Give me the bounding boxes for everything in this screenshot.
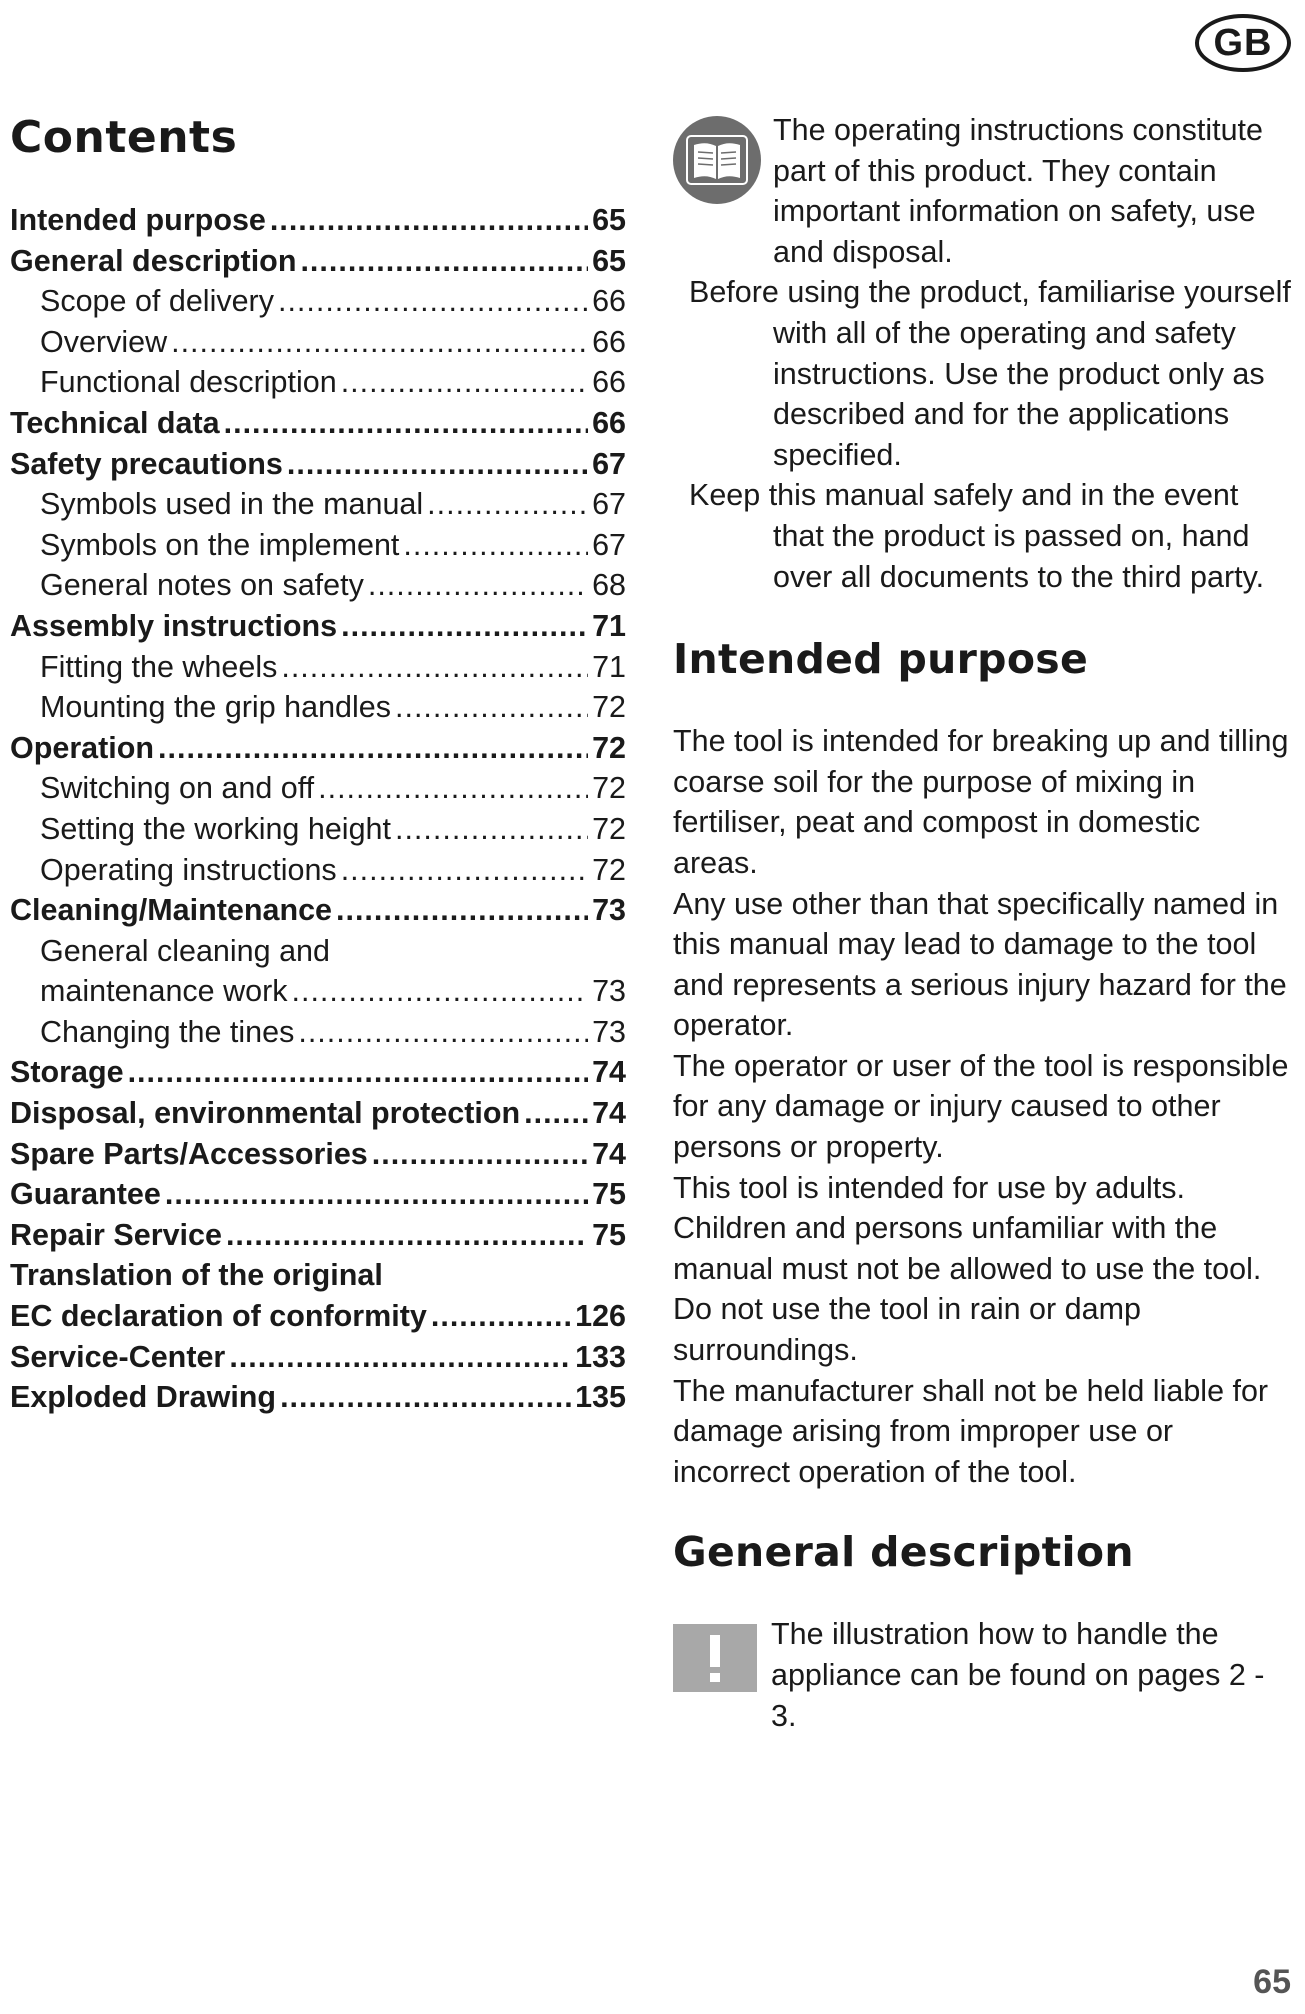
toc-entry-page: 73 <box>592 1014 626 1049</box>
toc-entry <box>10 893 626 934</box>
book-icon <box>673 116 761 204</box>
toc-leader-dots <box>278 284 588 319</box>
toc-entry-label: Intended purpose <box>10 203 266 237</box>
toc-entry-label: EC declaration of conformity <box>10 1299 427 1334</box>
toc-entry-page: 71 <box>592 649 626 684</box>
toc-entry-page: 133 <box>575 1339 626 1374</box>
toc-leader-dots <box>287 447 588 482</box>
right-column <box>673 113 1293 1736</box>
toc-entry <box>10 650 626 691</box>
toc-leader-dots <box>270 203 588 238</box>
intended-purpose-paragraph: The operator or user of the tool is responsible for any damage or injury caused to other persons or property. <box>673 1048 1289 1165</box>
toc-entry-page: 75 <box>592 1217 626 1252</box>
intended-purpose-paragraph: This tool is intended for use by adults. Children and persons unfamiliar with the manual must not be allowed to use the tool. Do not use the tool in rain or damp surroundings. <box>673 1170 1262 1368</box>
language-badge: GB <box>1195 14 1291 72</box>
toc-entry-label: General description <box>10 243 297 278</box>
toc-entry <box>10 1299 626 1340</box>
toc-entry-page: 74 <box>592 1096 626 1131</box>
toc-entry-label: Translation of the original <box>10 1258 383 1293</box>
toc-entry-page: 72 <box>592 730 626 765</box>
toc-entry-label: Symbols used in the manual <box>40 487 424 522</box>
toc-entry-page: 72 <box>592 690 626 725</box>
toc-entry <box>10 1177 626 1218</box>
toc-leader-dots <box>395 812 588 847</box>
general-description-note <box>673 1614 1293 1736</box>
toc-entry <box>10 1015 626 1056</box>
toc-entry <box>10 1137 626 1178</box>
toc-entry-page: 135 <box>575 1380 626 1415</box>
toc-entry-page: 75 <box>592 1177 626 1212</box>
toc-leader-dots <box>403 528 588 563</box>
toc-entry-page: 66 <box>592 284 626 319</box>
toc-leader-dots <box>431 1299 571 1334</box>
toc-entry <box>10 609 626 650</box>
toc-entry <box>10 690 626 731</box>
toc-entry-label: Assembly instructions <box>10 608 338 643</box>
toc-entry-label: Disposal, environmental protection <box>10 1096 521 1131</box>
toc-leader-dots <box>158 731 588 766</box>
intended-purpose-title: Intended purpose <box>673 635 1089 684</box>
toc-entry <box>10 1055 626 1096</box>
toc-entry <box>10 203 626 244</box>
toc-entry-label: General cleaning and <box>40 933 330 968</box>
toc-leader-dots <box>300 244 588 279</box>
toc-entry-page: 73 <box>592 893 626 928</box>
toc-entry <box>10 1096 626 1137</box>
intended-purpose-paragraph: Any use other than that specifically named in this manual may lead to damage to the tool and represents a serious injury hazard for the operator. <box>673 886 1287 1043</box>
toc-entry-label: Operating instructions <box>40 852 337 887</box>
intended-purpose-body <box>673 721 1293 1492</box>
toc-entry <box>10 244 626 285</box>
toc-leader-dots <box>372 1137 588 1172</box>
intro-paragraph-3: Keep this manual safely and in the event that the product is passed on, hand over all documents to the third party. <box>689 478 1265 594</box>
toc-leader-dots <box>226 1218 588 1253</box>
toc-entry-label: Guarantee <box>10 1177 161 1212</box>
toc-entry-page: 67 <box>592 527 626 562</box>
toc-entry <box>10 934 626 975</box>
toc-entry <box>10 771 626 812</box>
toc-entry-page: 66 <box>592 365 626 400</box>
intro-block <box>673 110 1293 597</box>
toc-entry-label: Service-Center <box>10 1339 226 1374</box>
toc-entry <box>10 1380 626 1421</box>
toc-leader-dots <box>341 609 588 644</box>
toc-entry <box>10 447 626 488</box>
toc-leader-dots <box>368 568 588 603</box>
toc-entry-page: 66 <box>592 405 626 440</box>
toc-leader-dots <box>341 365 588 400</box>
toc-entry <box>10 284 626 325</box>
toc-leader-dots <box>292 974 589 1009</box>
toc-entry-label: Safety precautions <box>10 446 283 481</box>
toc-entry-label: General notes on safety <box>40 568 364 603</box>
toc-entry-label: Mounting the grip handles <box>40 690 391 725</box>
toc-entry-page: 72 <box>592 771 626 806</box>
general-description-note-text: The illustration how to handle the appliance can be found on pages 2 - 3. <box>771 1617 1265 1733</box>
toc-entry <box>10 731 626 772</box>
toc-entry-label: Operation <box>10 730 155 765</box>
toc-leader-dots <box>427 487 588 522</box>
intended-purpose-paragraph: The manufacturer shall not be held liable for damage arising from improper use or incorrect operation of the tool. <box>673 1373 1269 1489</box>
toc-leader-dots <box>165 1177 588 1212</box>
toc-entry-page: 65 <box>592 203 626 237</box>
toc-entry-label: Spare Parts/Accessories <box>10 1136 368 1171</box>
toc-leader-dots <box>341 853 588 888</box>
warning-icon <box>673 1624 757 1692</box>
toc-entry-label: Overview <box>40 324 168 359</box>
toc-entry <box>10 1340 626 1381</box>
toc-entry <box>10 974 626 1015</box>
toc-entry-label: Setting the working height <box>40 811 391 846</box>
toc-entry-page: 72 <box>592 811 626 846</box>
toc-leader-dots <box>318 771 588 806</box>
intended-purpose-paragraph: The tool is intended for breaking up and tilling coarse soil for the purpose of mixing in fertiliser, peat and compost in domestic areas. <box>673 724 1289 880</box>
toc-leader-dots <box>395 690 588 725</box>
toc-leader-dots <box>171 325 588 360</box>
toc-entry-label: Switching on and off <box>40 771 315 806</box>
intro-paragraph-2: Before using the product, familiarise yourself with all of the operating and safety instructions. Use the product only as described and for the applications specified. <box>689 275 1291 472</box>
toc-entry-label: Storage <box>10 1055 124 1090</box>
toc-leader-dots <box>524 1096 588 1131</box>
toc-entry-label: Repair Service <box>10 1217 222 1252</box>
toc-entry <box>10 1258 626 1299</box>
toc-entry-page: 72 <box>592 852 626 887</box>
contents-title: Contents <box>10 112 238 163</box>
toc-leader-dots <box>224 406 588 441</box>
toc-leader-dots <box>229 1340 571 1375</box>
toc-entry-label: Exploded Drawing <box>10 1380 277 1415</box>
toc-entry-page: 65 <box>592 243 626 278</box>
toc-entry-page: 71 <box>592 608 626 643</box>
toc-entry-page: 74 <box>592 1055 626 1090</box>
toc-leader-dots <box>280 1380 571 1415</box>
toc-entry-page: 67 <box>592 487 626 522</box>
toc-entry <box>10 487 626 528</box>
toc-entry-label: Cleaning/Maintenance <box>10 893 333 928</box>
toc-entry-label: Fitting the wheels <box>40 649 278 684</box>
toc-entry <box>10 1218 626 1259</box>
toc-entry <box>10 812 626 853</box>
toc-entry <box>10 568 626 609</box>
toc-entry <box>10 365 626 406</box>
toc-entry-label: Changing the tines <box>40 1014 295 1049</box>
toc-entry-label: Symbols on the implement <box>40 527 400 562</box>
toc-entry-page: 126 <box>575 1299 626 1334</box>
toc-entry-page: 67 <box>592 446 626 481</box>
toc-entry <box>10 528 626 569</box>
toc-entry-page: 66 <box>592 324 626 359</box>
toc-entry-page: 68 <box>592 568 626 603</box>
page-number: 65 <box>1253 1963 1291 2001</box>
toc-leader-dots <box>281 650 588 685</box>
toc-entry-page: 74 <box>592 1136 626 1171</box>
toc-entry-label: Technical data <box>10 405 220 440</box>
toc-entry <box>10 325 626 366</box>
toc-entry-label: maintenance work <box>40 974 288 1009</box>
toc-leader-dots <box>128 1055 589 1090</box>
toc-entry-label: Functional description <box>40 365 337 400</box>
intro-paragraph-1: The operating instructions constitute part of this product. They contain important information on safety, use and disposal. <box>773 113 1263 269</box>
toc-leader-dots <box>298 1015 588 1050</box>
toc-entry-page: 73 <box>592 974 626 1009</box>
toc-entry <box>10 406 626 447</box>
toc-leader-dots <box>336 893 588 928</box>
table-of-contents <box>10 203 626 1421</box>
general-description-title: General description <box>673 1528 1134 1577</box>
toc-entry <box>10 853 626 894</box>
toc-entry-label: Scope of delivery <box>40 284 274 319</box>
